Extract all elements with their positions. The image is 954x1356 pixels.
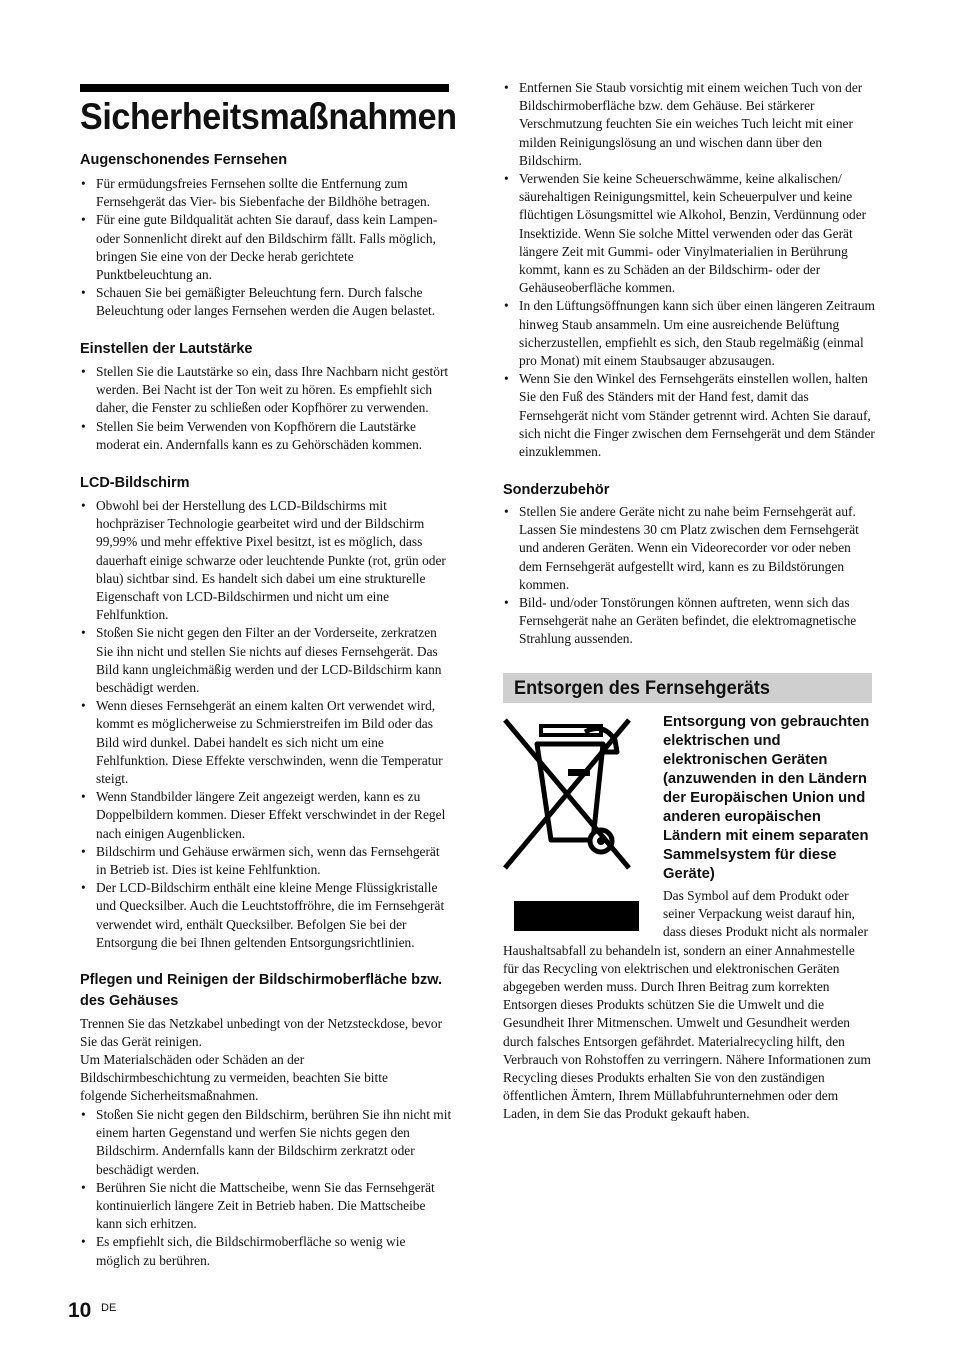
pflege-intro-1: Trennen Sie das Netzkabel unbedingt von der Netzsteckdose, bevor Sie das Gerät reinigen. [80, 1016, 443, 1050]
list-item: • Wenn Sie den Winkel des Fernsehgeräts einstellen wollen, halten Sie den Fuß des Ständers mit der Hand fest, damit das Fernsehgerät nicht vom Ständer getrennt wird. Achten Sie darauf, sich nicht die Finger zwischen dem Fernsehgerät und dem Ständer einzuklemmen. [503, 370, 875, 461]
list-lcd [80, 497, 452, 952]
list-item: • Verwenden Sie keine Scheuerschwämme, keine alkalischen/ säurehaltigen Reinigungsmittel, kein Scheuerpulver und keine flüchtigen Lösungsmittel wie Alkohol, Benzin, Verdünnung oder Insektizide. Wenn Sie solche Mittel verwenden oder das Gerät längere Zeit mit Gummi- oder Vinylmaterialien in Berührung kommt, kann es zu Schäden an der Bildschirm- oder der Gehäuseoberfläche kommen. [503, 170, 875, 297]
entsorgung-body [503, 887, 873, 1124]
pflege-intro-2: Um Materialschäden oder Schäden an der Bildschirmbeschichtung zu vermeiden, beachten Sie bitte folgende Sicherheitsmaßnahmen. [80, 1052, 388, 1104]
page-title: Sicherheitsmaßnahmen [80, 96, 457, 137]
list-item: • Stellen Sie die Lautstärke so ein, dass Ihre Nachbarn nicht gestört werden. Bei Nacht ist der Ton weit zu hören. Es empfiehlt sich daher, die Fenster zu schließen oder Kopfhörer zu verwenden. [80, 363, 452, 418]
list-augen [80, 175, 452, 321]
list-item: • Stellen Sie andere Geräte nicht zu nahe beim Fernsehgerät auf. Lassen Sie mindestens 30 cm Platz zwischen dem Fernsehgerät und anderen Geräten. Wenn ein Videorecorder vor oder neben dem Fernsehgerät aufgestellt wird, kann es zu Bildstörungen kommen. [503, 503, 875, 594]
list-pflege-continued [503, 79, 875, 461]
list-pflege [80, 1106, 452, 1270]
entsorgung-heading: Entsorgung von gebrauchten elektrischen und elektronischen Geräten (anzuwenden in den Ländern der Europäischen Union und anderen europäischen Ländern mit einem separaten Sammelsystem für diese Geräte) [663, 714, 870, 882]
heading-pflege: Pflegen und Reinigen der Bildschirmoberfläche bzw. des Gehäuses [80, 972, 443, 1009]
heading-augen: Augenschonendes Fernsehen [80, 152, 288, 168]
list-item: • Der LCD-Bildschirm enthält eine kleine Menge Flüssigkristalle und Quecksilber. Auch die Leuchtstoffröhre, die im Fernsehgerät verwendet wird, enthält Quecksilber. Befolgen Sie bei der Entsorgung die bei Ihnen geltenden Entsorgungsrichtlinien. [80, 879, 452, 952]
section-band-entsorgen [503, 673, 872, 703]
weee-text-spacer [503, 887, 663, 940]
heading-lautstaerke: Einstellen der Lautstärke [80, 341, 253, 357]
list-item: • Obwohl bei der Herstellung des LCD-Bildschirms mit hochpräziser Technologie gearbeitet wird und der Bildschirm 99,99% und mehr effektive Pixel besitzt, ist es möglich, dass dauerhaft einige schwarze oder leuchtende Punkte (rot, grün oder blau) sichtbar sind. Es handelt sich dabei um eine strukturelle Eigenschaft von LCD-Bildschirmen und nicht um eine Fehlfunktion. [80, 497, 452, 624]
list-item: • Für eine gute Bildqualität achten Sie darauf, dass kein Lampen- oder Sonnenlicht direkt auf den Bildschirm fällt. Falls möglich, bringen Sie eine von der Decke herab gerichtete Punktbeleuchtung an. [80, 211, 452, 284]
page-language: DE [101, 1302, 117, 1314]
list-item: • Entfernen Sie Staub vorsichtig mit einem weichen Tuch von der Bildschirmoberfläche bzw. dem Gehäuse. Bei stärkerer Verschmutzung feuchten Sie ein weiches Tuch leicht mit einer milden Reinigungslösung an und wischen dann über den Bildschirm. [503, 79, 875, 170]
entsorgen-title: Entsorgen des Fernsehgeräts [514, 677, 770, 699]
heading-sonderzubehoer: Sonderzubehör [503, 482, 610, 498]
list-lautstaerke [80, 363, 452, 454]
list-item: • Es empfiehlt sich, die Bildschirmoberfläche so wenig wie möglich zu berühren. [80, 1233, 452, 1269]
list-item: • Stellen Sie beim Verwenden von Kopfhörern die Lautstärke moderat ein. Andernfalls kann es zu Gehörschäden kommen. [80, 418, 452, 454]
list-sonderzubehoer [503, 503, 875, 649]
list-item: • Bild- und/oder Tonstörungen können auftreten, wenn sich das Fernsehgerät nahe an Geräten befindet, die elektromagnetische Strahlung aussenden. [503, 594, 875, 649]
heading-lcd: LCD-Bildschirm [80, 475, 190, 491]
list-item: • Stoßen Sie nicht gegen den Filter an der Vorderseite, zerkratzen Sie ihn nicht und stellen Sie nichts auf dieses Fernsehgerät. Das Bild kann ungleichmäßig werden und der LCD-Bildschirm kann beschädigt werden. [80, 624, 452, 697]
list-item: • Bildschirm und Gehäuse erwärmen sich, wenn das Fernsehgerät in Betrieb ist. Dies ist keine Fehlfunktion. [80, 843, 452, 879]
list-item: • Schauen Sie bei gemäßigter Beleuchtung fern. Durch falsche Beleuchtung oder langes Fernsehen werden die Augen belastet. [80, 284, 452, 320]
entsorgung-text: Das Symbol auf dem Produkt oder seiner Verpackung weist darauf hin, dass dieses Produkt nicht als normaler Haushaltsabfall zu behandeln ist, sondern an einer Annahmestelle für das Recycling von elektrischen und elektronischen Geräten abgegeben werden muss. Durch Ihren Beitrag zum korrekten Entsorgen dieses Produkts schützen Sie die Umwelt und die Gesundheit Ihrer Mitmenschen. Umwelt und Gesundheit werden durch falsches Entsorgen gefährdet. Materialrecycling hilft, den Verbrauch von Rohstoffen zu verringern. Nähere Informationen zum Recycling dieses Produkts erhalten Sie von den zuständigen öffentlichen Ämtern, Ihrem Müllabfuhrunternehmen oder dem Laden, in dem Sie das Produkt gekauft haben. [503, 888, 871, 1122]
list-item: • Wenn Standbilder längere Zeit angezeigt werden, kann es zu Doppelbildern kommen. Dieser Effekt verschwindet in der Regel nach einigen Augenblicken. [80, 788, 452, 843]
list-item: • Stoßen Sie nicht gegen den Bildschirm, berühren Sie ihn nicht mit einem harten Gegenstand und werfen Sie nichts gegen den Bildschirm. Andernfalls kann der Bildschirm zerkratzt oder beschädigt werden. [80, 1106, 452, 1179]
title-rule [80, 84, 449, 92]
list-item: • Wenn dieses Fernsehgerät an einem kalten Ort verwendet wird, kommt es möglicherweise zu Schmierstreifen im Bild oder das Bild wird dunkel. Dabei handelt es sich nicht um eine Fehlfunktion. Diese Effekte verschwinden, wenn die Temperatur steigt. [80, 697, 452, 788]
list-item: • In den Lüftungsöffnungen kann sich über einen längeren Zeitraum hinweg Staub ansammeln. Um eine ausreichende Belüftung sicherzustellen, empfiehlt es sich, den Staub regelmäßig (einmal pro Monat) mit einem Staubsauger abzusaugen. [503, 297, 875, 370]
list-item: • Für ermüdungsfreies Fernsehen sollte die Entfernung zum Fernsehgerät das Vier- bis Siebenfache der Bildhöhe betragen. [80, 175, 452, 211]
page-number: 10 [68, 1299, 92, 1322]
list-item: • Berühren Sie nicht die Mattscheibe, wenn Sie das Fernsehgerät kontinuierlich längere Zeit in Betrieb haben. Die Mattscheibe kann sich erhitzen. [80, 1179, 452, 1234]
